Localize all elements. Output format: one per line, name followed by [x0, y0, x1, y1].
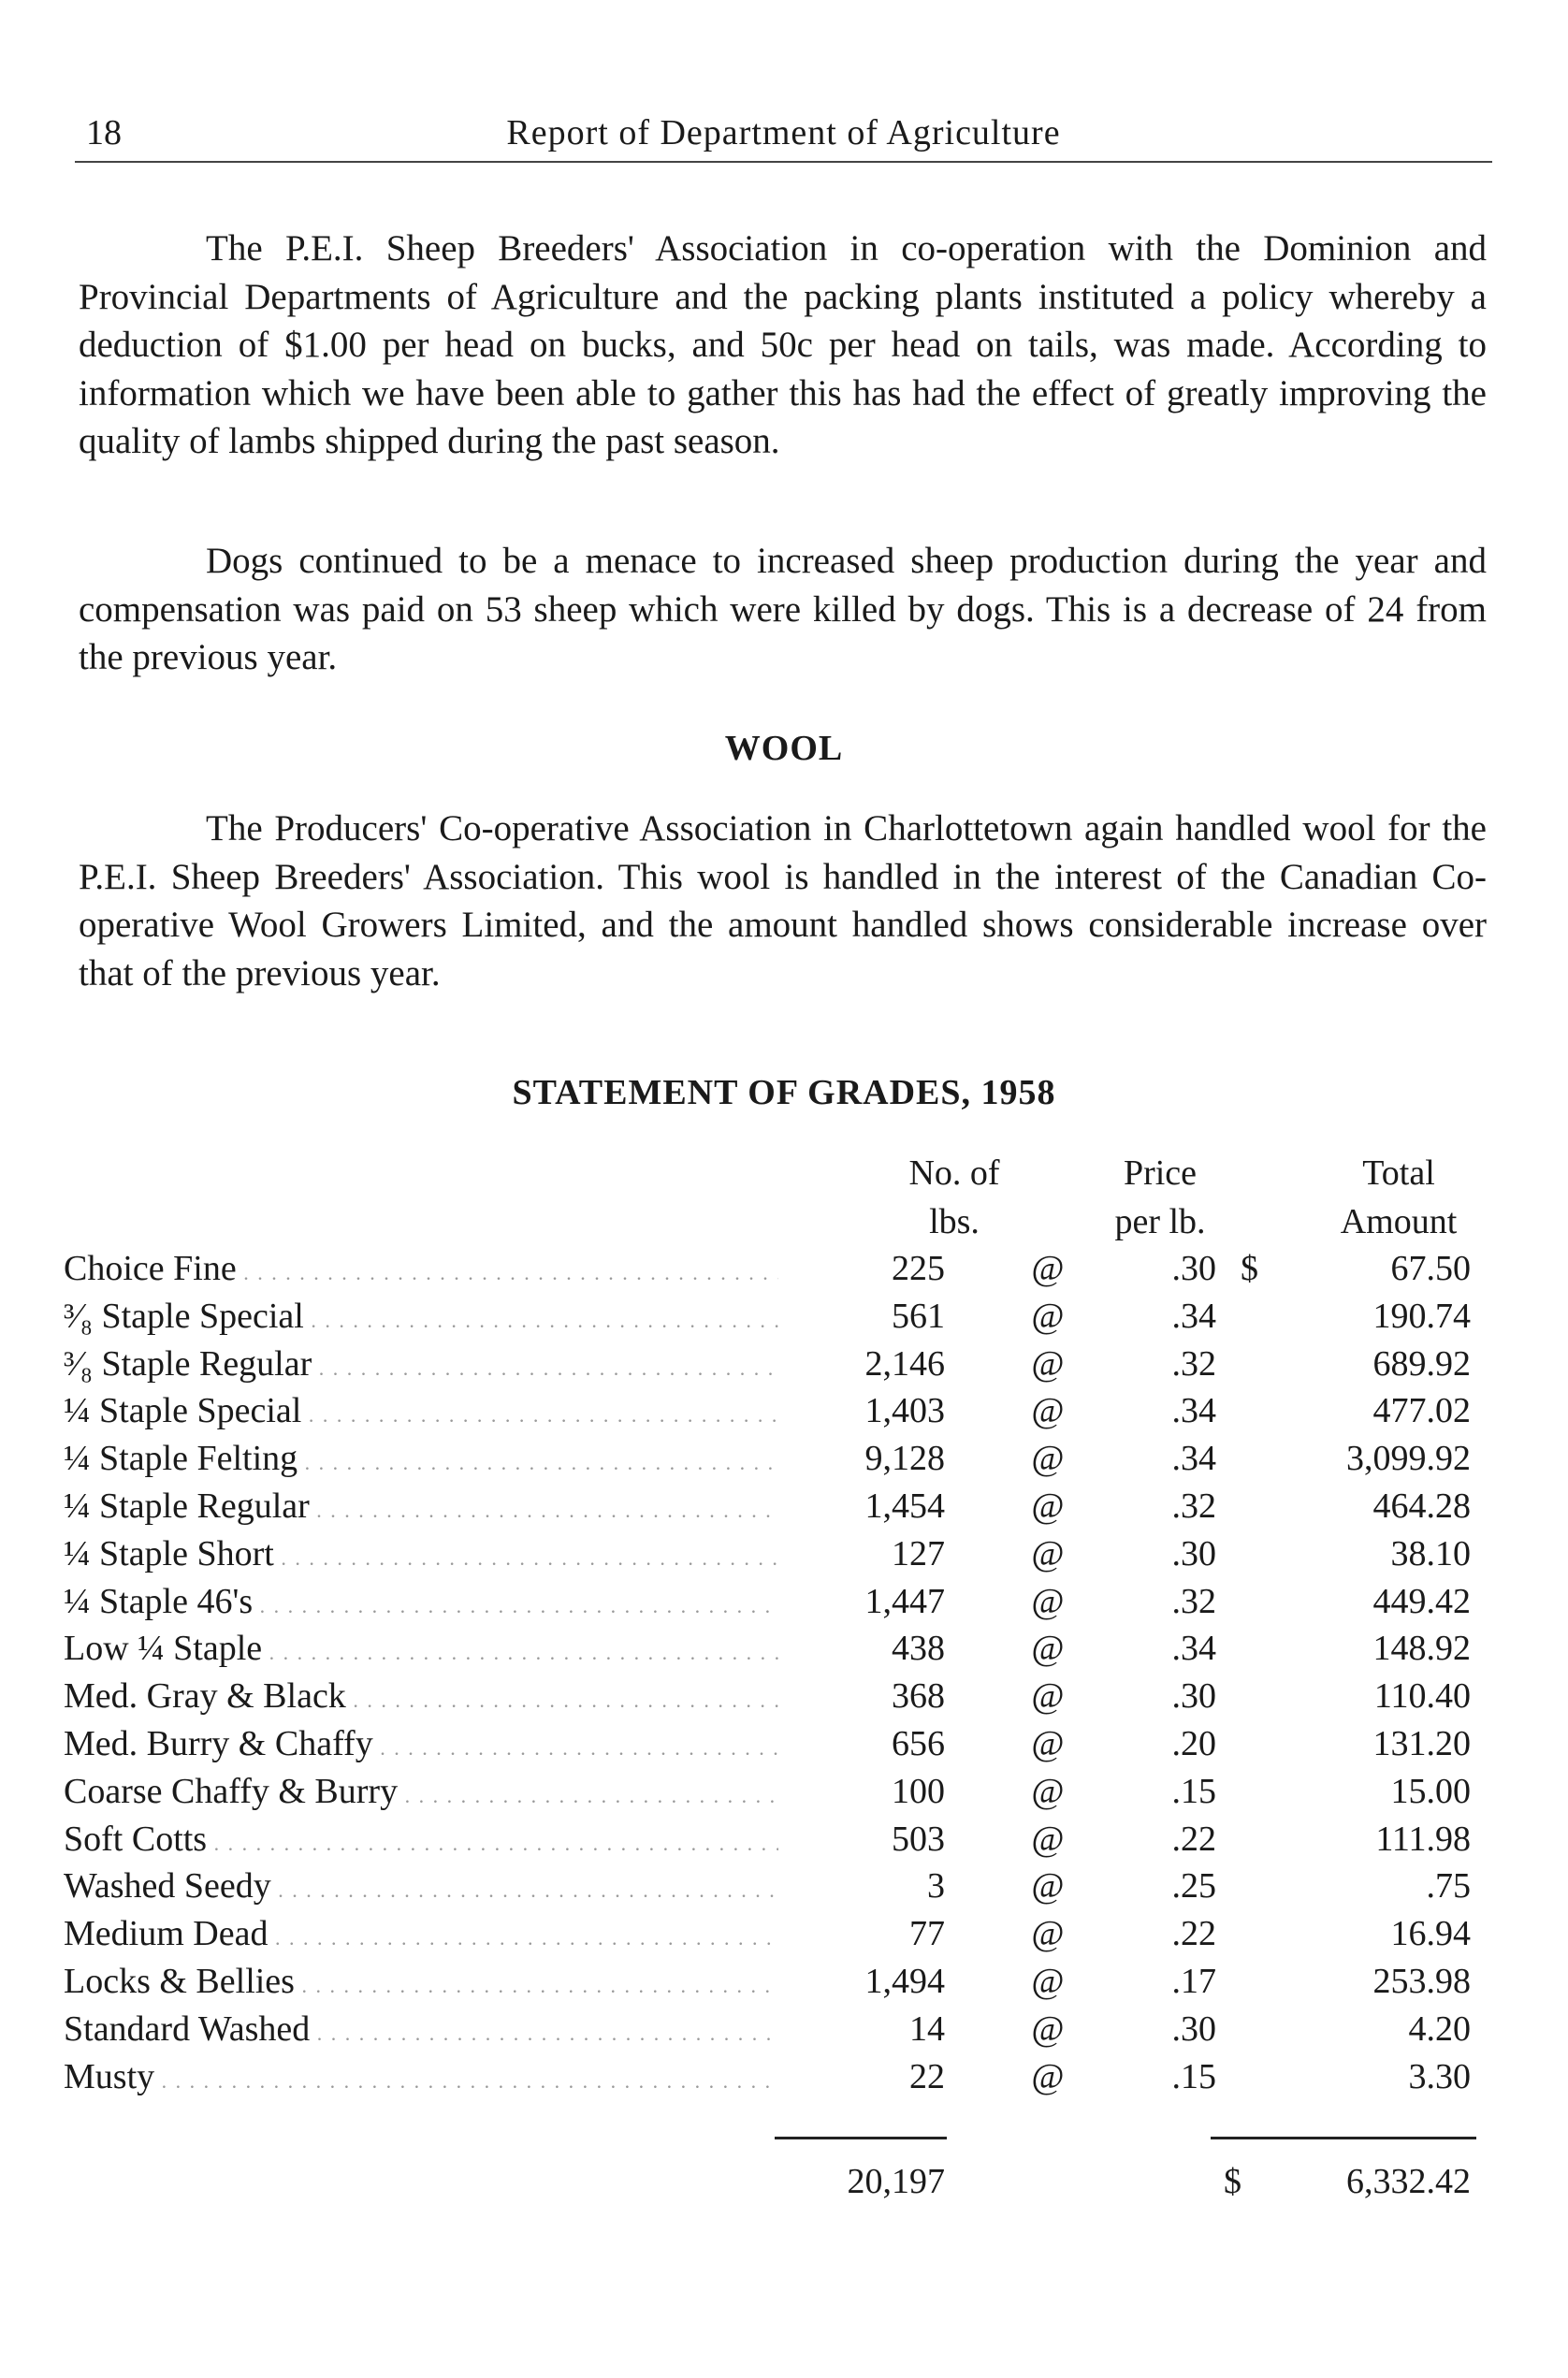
table-title: STATEMENT OF GRADES, 1958	[512, 1073, 1056, 1112]
table-row	[0, 1482, 1568, 1530]
price-cell: .30	[1171, 1249, 1216, 1288]
price-cell: .25	[1171, 1866, 1216, 1907]
price-cell: .15	[1171, 2056, 1216, 2096]
paragraph-dogs: Dogs continued to be a menace to increased sheep production during the year and compensation was paid on 53 sheep which were killed by dogs. This is a decrease of 24 from the previous year.	[79, 541, 1487, 677]
total-cell: 3.30	[1408, 2056, 1471, 2096]
table-row	[0, 1244, 1568, 1292]
table-row	[0, 1340, 1568, 1387]
price-cell: .30	[1171, 1533, 1216, 1573]
grade-label: ¼ Staple 46's . . .	[64, 1581, 778, 1622]
price-cell: .22	[1171, 1819, 1216, 1859]
grade-label: ¼ Staple Special . . .	[64, 1390, 778, 1431]
total-cell: 3,099.92	[1346, 1439, 1471, 1479]
at-sign: @	[1031, 2056, 1065, 2096]
table-row	[0, 1577, 1568, 1625]
grade-label: ³⁄₈ Staple Special . . .	[64, 1296, 778, 1337]
lbs-cell: 656	[892, 1723, 945, 1763]
column-header-price: Price per lb.	[1114, 1153, 1206, 1241]
grade-label: Locks & Bellies . . .	[64, 1961, 778, 2002]
lbs-cell: 561	[892, 1296, 945, 1336]
total-amount: 6,332.42	[1346, 2162, 1471, 2201]
price-cell: .15	[1171, 1771, 1216, 1811]
price-cell: .32	[1171, 1486, 1216, 1526]
lbs-cell: 127	[892, 1533, 945, 1573]
table-row	[0, 1292, 1568, 1340]
at-sign: @	[1031, 1676, 1065, 1717]
at-sign: @	[1031, 1249, 1065, 1288]
grade-label: ³⁄₈ Staple Regular . . .	[64, 1343, 778, 1385]
paragraph-sheep-policy: The P.E.I. Sheep Breeders' Association in co-operation with the Dominion and Provincial Departments of Agriculture and the packing plants instituted a policy whereby a deduction of $1.00 per head on bucks, and 50c per head on tails, was made. According to information which we have been able to gather this has had the effect of greatly improving the quality of lambs shipped during the past season.	[79, 228, 1487, 461]
at-sign: @	[1031, 1533, 1065, 1573]
total-cell: 449.42	[1372, 1581, 1471, 1621]
total-lbs: 20,197	[847, 2162, 945, 2201]
at-sign: @	[1031, 2008, 1065, 2049]
table-row	[0, 1434, 1568, 1482]
total-cell: 190.74	[1372, 1296, 1471, 1336]
page-header	[75, 105, 1492, 163]
total-cell: .75	[1426, 1866, 1471, 1907]
total-cell: 131.20	[1372, 1723, 1471, 1763]
grade-label: Choice Fine . . .	[64, 1248, 778, 1289]
column-header-total: Total Amount	[1340, 1153, 1458, 1241]
total-cell: 16.94	[1390, 1914, 1471, 1954]
lbs-cell: 77	[909, 1914, 945, 1954]
table-row	[0, 1862, 1568, 1909]
grades-table	[0, 1244, 1568, 2099]
grade-label: Standard Washed . . .	[64, 2008, 778, 2050]
at-sign: @	[1031, 1439, 1065, 1479]
table-row	[0, 1530, 1568, 1577]
grade-label: Soft Cotts . . .	[64, 1819, 778, 1860]
total-cell: 38.10	[1390, 1533, 1471, 1573]
at-sign: @	[1031, 1296, 1065, 1336]
table-row	[0, 2052, 1568, 2100]
grade-label: Medium Dead . . .	[64, 1913, 778, 1954]
at-sign: @	[1031, 1723, 1065, 1763]
lbs-cell: 9,128	[864, 1439, 945, 1479]
price-cell: .34	[1171, 1629, 1216, 1669]
section-heading-wool: WOOL	[724, 729, 844, 768]
price-cell: .32	[1171, 1581, 1216, 1621]
table-row	[0, 2005, 1568, 2052]
grade-label: Musty . . .	[64, 2056, 778, 2097]
table-row	[0, 1624, 1568, 1672]
grade-label: ¼ Staple Regular . . .	[64, 1486, 778, 1527]
total-cell: 15.00	[1390, 1771, 1471, 1811]
price-cell: .17	[1171, 1961, 1216, 2001]
at-sign: @	[1031, 1343, 1065, 1384]
total-cell: 689.92	[1372, 1343, 1471, 1384]
total-cell: 111.98	[1375, 1819, 1471, 1859]
total-cell: 464.28	[1372, 1486, 1471, 1526]
paragraph-wool: The Producers' Co-operative Association in Charlottetown again handled wool for the P.E.I. Sheep Breeders' Association. This wool is handled in the interest of the Canadian Co-operative Wool Growers Limited, and the amount handled shows considerable increase over that of the previous year.	[79, 808, 1487, 993]
price-cell: .32	[1171, 1343, 1216, 1384]
price-cell: .34	[1171, 1439, 1216, 1479]
price-cell: .22	[1171, 1914, 1216, 1954]
grade-label: Washed Seedy . . .	[64, 1865, 778, 1907]
grade-label: Low ¼ Staple . . .	[64, 1628, 778, 1669]
at-sign: @	[1031, 1391, 1065, 1431]
table-row	[0, 1957, 1568, 2005]
table-row	[0, 1719, 1568, 1767]
total-cell: 148.92	[1372, 1629, 1471, 1669]
total-cell: 67.50	[1390, 1249, 1471, 1288]
total-cell: 253.98	[1372, 1961, 1471, 2001]
lbs-cell: 1,403	[864, 1391, 945, 1431]
table-row	[0, 1909, 1568, 1957]
lbs-cell: 438	[892, 1629, 945, 1669]
grade-label: Med. Gray & Black . . .	[64, 1675, 778, 1717]
total-dollar-sign: $	[1224, 2162, 1241, 2201]
running-title: Report of Department of Agriculture	[506, 113, 1061, 152]
table-row	[0, 1672, 1568, 1719]
lbs-cell: 14	[909, 2008, 945, 2049]
price-cell: .34	[1171, 1296, 1216, 1336]
table-row	[0, 1386, 1568, 1434]
page-number: 18	[86, 113, 122, 152]
table-row	[0, 1815, 1568, 1863]
lbs-cell: 1,454	[864, 1486, 945, 1526]
at-sign: @	[1031, 1914, 1065, 1954]
at-sign: @	[1031, 1819, 1065, 1859]
total-cell: 477.02	[1372, 1391, 1471, 1431]
at-sign: @	[1031, 1629, 1065, 1669]
grade-label: ¼ Staple Short . . .	[64, 1533, 778, 1574]
lbs-cell: 225	[892, 1249, 945, 1288]
grade-label: Coarse Chaffy & Burry . . .	[64, 1771, 778, 1812]
price-cell: .34	[1171, 1391, 1216, 1431]
lbs-cell: 503	[892, 1819, 945, 1859]
column-header-lbs: No. of lbs.	[908, 1153, 1000, 1241]
grade-label: ¼ Staple Felting . . .	[64, 1438, 778, 1479]
at-sign: @	[1031, 1866, 1065, 1907]
lbs-cell: 3	[927, 1866, 945, 1907]
at-sign: @	[1031, 1486, 1065, 1526]
total-cell: 110.40	[1373, 1676, 1471, 1717]
lbs-cell: 2,146	[864, 1343, 945, 1384]
total-cell: 4.20	[1408, 2008, 1471, 2049]
at-sign: @	[1031, 1771, 1065, 1811]
price-cell: .30	[1171, 2008, 1216, 2049]
grade-label: Med. Burry & Chaffy . . .	[64, 1723, 778, 1764]
table-row	[0, 1767, 1568, 1815]
lbs-cell: 1,494	[864, 1961, 945, 2001]
dollar-sign: $	[1241, 1249, 1258, 1288]
at-sign: @	[1031, 1581, 1065, 1621]
price-cell: .20	[1171, 1723, 1216, 1763]
at-sign: @	[1031, 1961, 1065, 2001]
lbs-cell: 1,447	[864, 1581, 945, 1621]
price-cell: .30	[1171, 1676, 1216, 1717]
total-rule-lbs	[775, 2137, 947, 2139]
total-rule-amount	[1211, 2137, 1476, 2139]
lbs-cell: 22	[909, 2056, 945, 2096]
lbs-cell: 368	[892, 1676, 945, 1717]
lbs-cell: 100	[892, 1771, 945, 1811]
